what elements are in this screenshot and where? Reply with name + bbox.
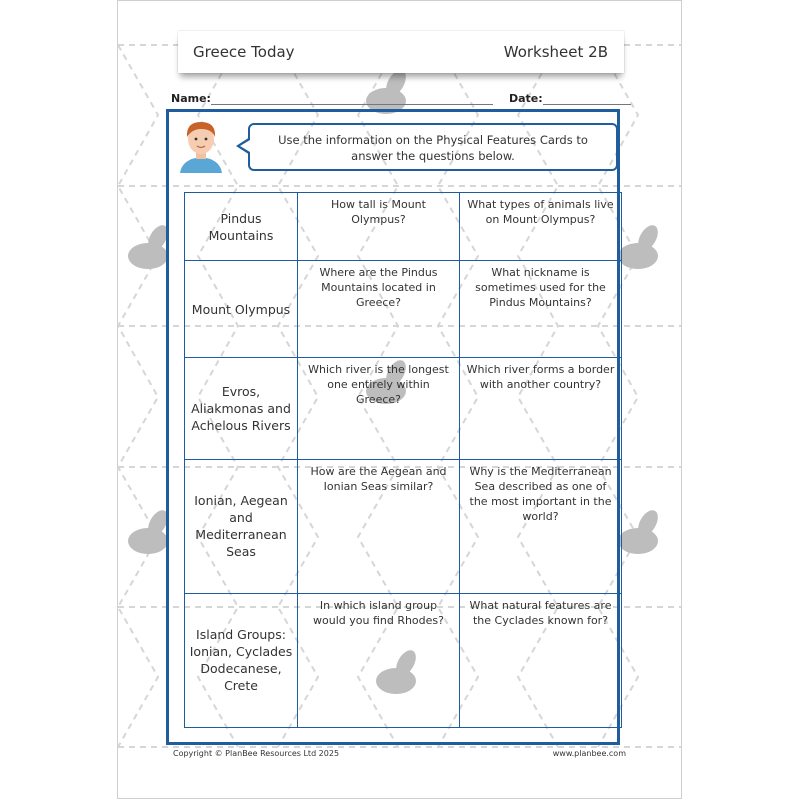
question-cell[interactable]: What natural features are the Cyclades known for? <box>460 593 622 727</box>
table-row <box>185 358 622 459</box>
question-cell[interactable]: In which island group would you find Rhodes? <box>298 593 460 727</box>
question-cell[interactable]: Why is the Mediterranean Sea described as one of the most important in the world? <box>460 459 622 593</box>
question-cell[interactable]: What nickname is sometimes used for the Pindus Mountains? <box>460 261 622 358</box>
table-row <box>185 459 622 593</box>
question-cell[interactable]: How tall is Mount Olympus? <box>298 193 460 261</box>
name-date-row <box>171 92 631 108</box>
boy-avatar-icon <box>178 117 224 173</box>
table-row <box>185 193 622 261</box>
question-cell[interactable]: Which river is the longest one entirely within Greece? <box>298 358 460 459</box>
name-field[interactable] <box>211 104 493 105</box>
website-link[interactable]: www.planbee.com <box>552 749 626 758</box>
name-label: Name: <box>171 92 211 105</box>
copyright-text: Copyright © PlanBee Resources Ltd 2025 <box>173 749 340 758</box>
worksheet-number: Worksheet 2B <box>503 43 608 61</box>
feature-cell: Island Groups: Ionian, Cyclades Dodecanese, Crete <box>185 593 298 727</box>
feature-cell: Ionian, Aegean and Mediterranean Seas <box>185 459 298 593</box>
worksheet-page <box>117 0 682 799</box>
question-cell[interactable]: How are the Aegean and Ionian Seas similar? <box>298 459 460 593</box>
feature-cell: Mount Olympus <box>185 261 298 358</box>
instruction-text: Use the information on the Physical Features Cards to answer the questions below. <box>278 133 588 163</box>
feature-cell: Evros, Aliakmonas and Achelous Rivers <box>185 358 298 459</box>
table-row <box>185 261 622 358</box>
instruction-bubble <box>248 123 618 171</box>
question-cell[interactable]: Which river forms a border with another country? <box>460 358 622 459</box>
date-field[interactable] <box>543 104 631 105</box>
page-title: Greece Today <box>193 43 295 61</box>
table-row <box>185 593 622 727</box>
question-cell[interactable]: What types of animals live on Mount Olympus? <box>460 193 622 261</box>
question-cell[interactable]: Where are the Pindus Mountains located in Greece? <box>298 261 460 358</box>
date-label: Date: <box>509 92 543 105</box>
feature-cell: Pindus Mountains <box>185 193 298 261</box>
questions-table <box>184 192 622 728</box>
title-card <box>178 31 624 73</box>
